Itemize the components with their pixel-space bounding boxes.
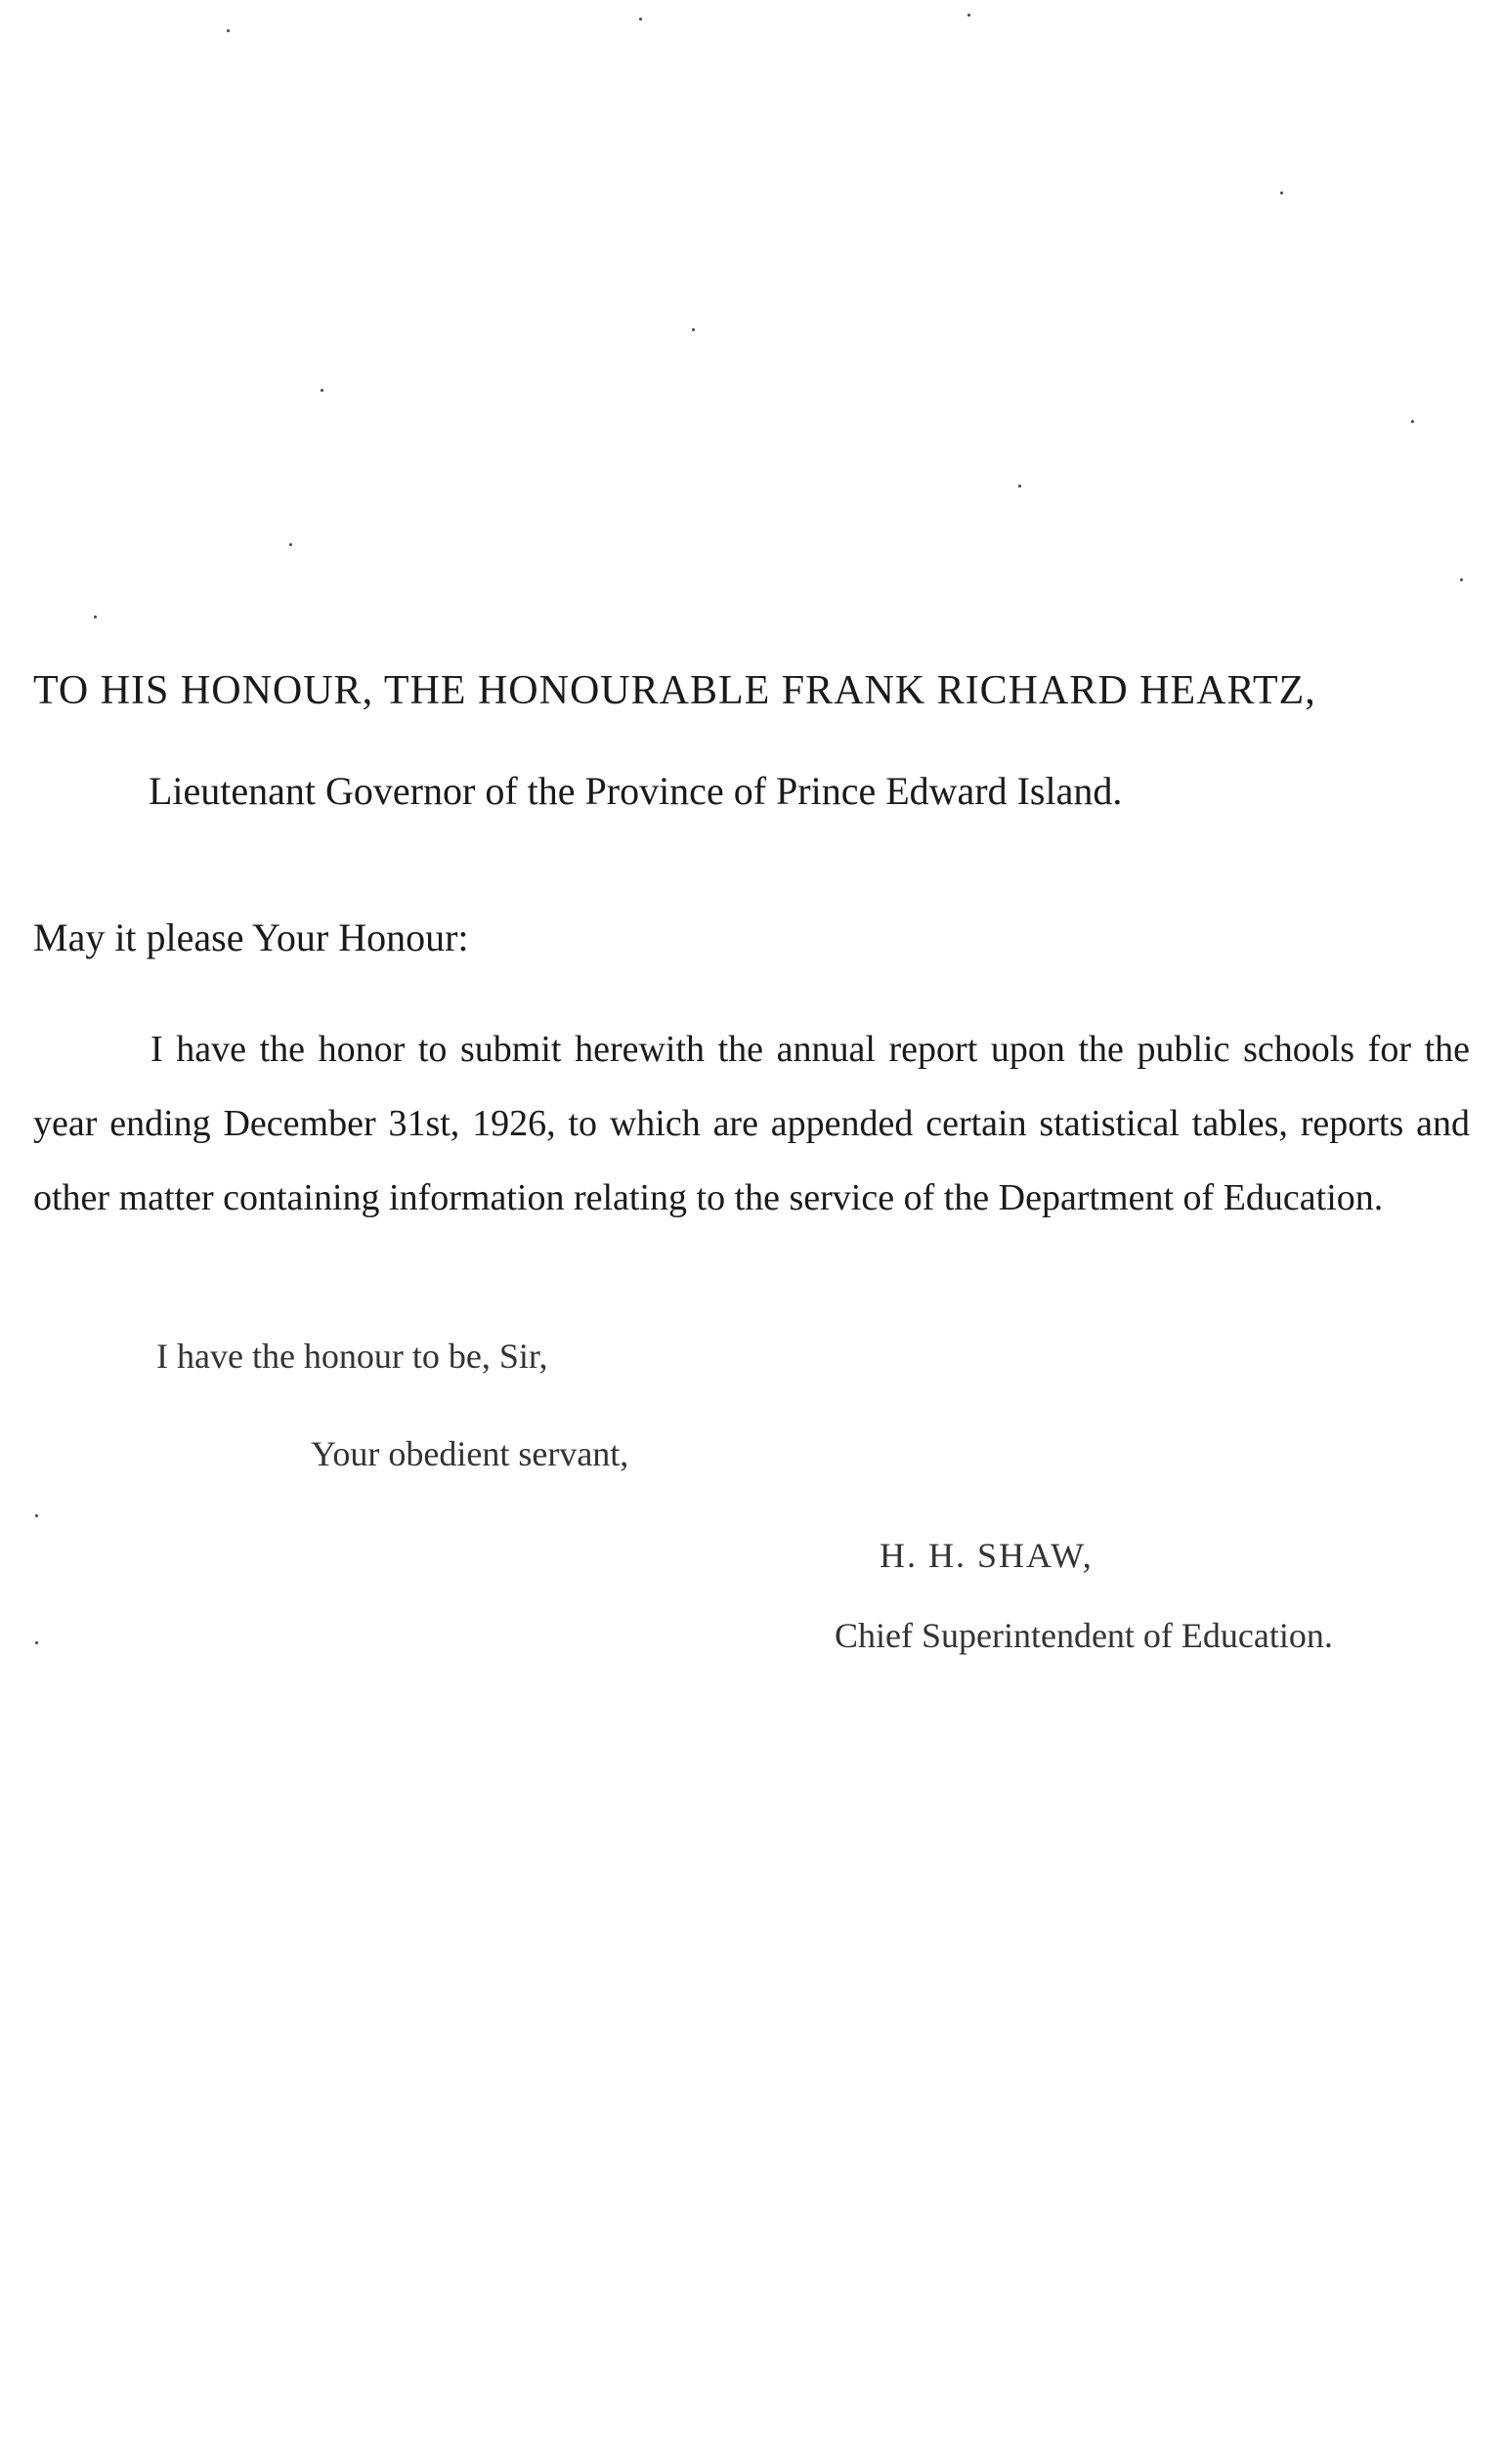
scan-speck — [35, 1641, 38, 1644]
scan-speck — [1280, 191, 1283, 194]
scan-speck — [289, 543, 292, 546]
addressee-title: Lieutenant Governor of the Province of Prince Edward Island. — [149, 769, 1123, 813]
scan-speck — [35, 1514, 38, 1517]
scan-speck — [1460, 578, 1463, 581]
scan-speck — [692, 328, 695, 331]
scan-speck — [227, 29, 230, 32]
scan-speck — [967, 14, 970, 17]
scan-speck — [1018, 485, 1021, 488]
scan-speck — [639, 18, 642, 21]
scan-speck — [94, 616, 97, 618]
scan-speck — [321, 389, 323, 392]
signature-name: H. H. SHAW, — [880, 1536, 1094, 1575]
signature-title: Chief Superintendent of Education. — [835, 1616, 1333, 1655]
addressee-heading: TO HIS HONOUR, THE HONOURABLE FRANK RICHARD HEARTZ, — [33, 668, 1316, 713]
salutation: May it please Your Honour: — [33, 915, 469, 959]
closing-line: I have the honour to be, Sir, — [156, 1337, 548, 1376]
scan-speck — [1411, 420, 1414, 423]
valediction: Your obedient servant, — [311, 1434, 629, 1473]
letter-body: I have the honor to submit herewith the annual report upon the public schools for the year ending December 31st, 1926, to which are appended certain statistical tables, reports and other matter containing information relating to the service of the Department of Education. — [33, 1029, 1470, 1218]
